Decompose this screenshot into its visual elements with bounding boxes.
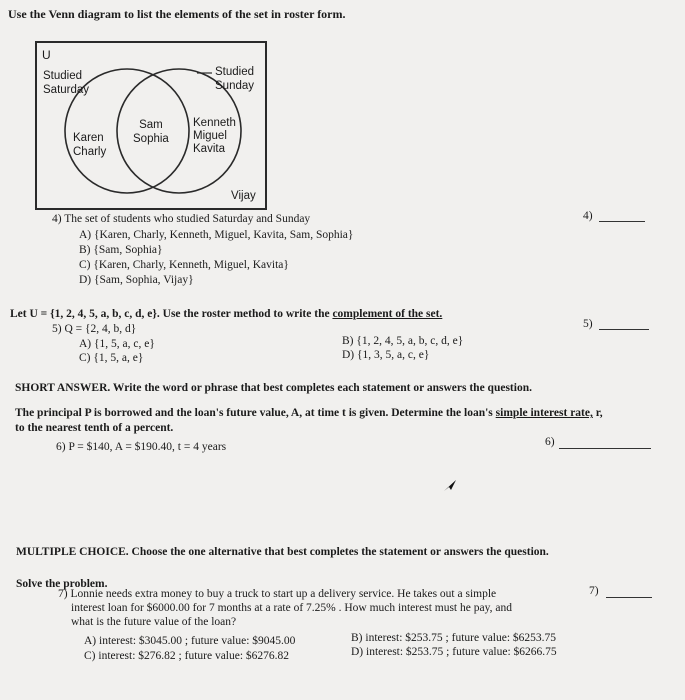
intersection-members: Sam Sophia [133,119,169,145]
q7-choice-c[interactable]: C) interest: $276.82 ; future value: $6276.82 [84,650,290,662]
universal-set-label: U [42,48,51,62]
short-answer-intro-line2: to the nearest tenth of a percent. [15,422,174,434]
multiple-choice-heading: MULTIPLE CHOICE. Choose the one alternative that best completes the statement or answers the question. [16,546,549,558]
saturday-only-members: Karen Charly [73,132,107,158]
q6-answer-blank[interactable] [559,448,651,449]
q4-choice-d[interactable]: D) {Sam, Sophia, Vijay} [79,274,194,286]
q4-choice-a[interactable]: A) {Karen, Charly, Kenneth, Miguel, Kavita, Sam, Sophia} [79,229,354,241]
q5-intro: Let U = {1, 2, 4, 5, a, b, c, d, e}. Use the roster method to write the complement of the set. [10,308,443,320]
q5-prompt: 5) Q = {2, 4, b, d} [52,323,137,335]
q7-choice-b[interactable]: B) interest: $253.75 ; future value: $6253.75 [351,632,557,644]
q7-answer-label: 7) [589,585,599,597]
q5-choice-a[interactable]: A) {1, 5, a, c, e} [79,338,155,350]
q4-prompt: 4) The set of students who studied Saturday and Sunday [52,213,311,225]
q4-choices [79,228,353,288]
q5-choice-b[interactable]: B) {1, 2, 4, 5, a, b, c, d, e} [342,335,464,347]
sunday-only-members: Kenneth Miguel Kavita [193,117,236,155]
q4-answer-label: 4) [583,210,593,222]
venn-diagram [35,41,267,210]
q5-answer-blank[interactable] [599,329,649,330]
q5-choice-c[interactable]: C) {1, 5, a, e} [79,352,144,364]
q5-answer-label: 5) [583,318,593,330]
q4-answer-blank[interactable] [599,221,645,222]
mc-section-label: Solve the problem. [16,578,108,590]
q7-choice-a[interactable]: A) interest: $3045.00 ; future value: $9045.00 [84,635,296,647]
q7-choice-d[interactable]: D) interest: $253.75 ; future value: $6266.75 [351,646,557,658]
q6-prompt: 6) P = $140, A = $190.40, t = 4 years [56,441,227,453]
q7-answer-blank[interactable] [606,597,652,598]
q6-answer-label: 6) [545,436,555,448]
short-answer-heading: SHORT ANSWER. Write the word or phrase that best completes each statement or answers the question. [15,382,532,394]
saturday-label: Studied Saturday [43,70,90,96]
q7-prompt: 7) Lonnie needs extra money to buy a truck to start up a delivery service. He takes out a simple interest loan for $6000.00 for 7 months at a rate of 7.25% . How much interest must he pay, and what is the future value of the loan? [58,588,512,628]
q4-choice-c[interactable]: C) {Karen, Charly, Kenneth, Miguel, Kavita} [79,259,289,271]
instruction-heading: Use the Venn diagram to list the elements of the set in roster form. [8,7,346,21]
q4-choice-b[interactable]: B) {Sam, Sophia} [79,244,163,256]
q5-choice-d[interactable]: D) {1, 3, 5, a, c, e} [342,349,430,361]
short-answer-intro: The principal P is borrowed and the loan's future value, A, at time t is given. Determine the loan's simple interest rate, r, [15,407,603,419]
mouse-cursor-icon [443,479,457,493]
outside-member: Vijay [231,190,256,202]
sunday-label: Studied Sunday [215,66,255,92]
